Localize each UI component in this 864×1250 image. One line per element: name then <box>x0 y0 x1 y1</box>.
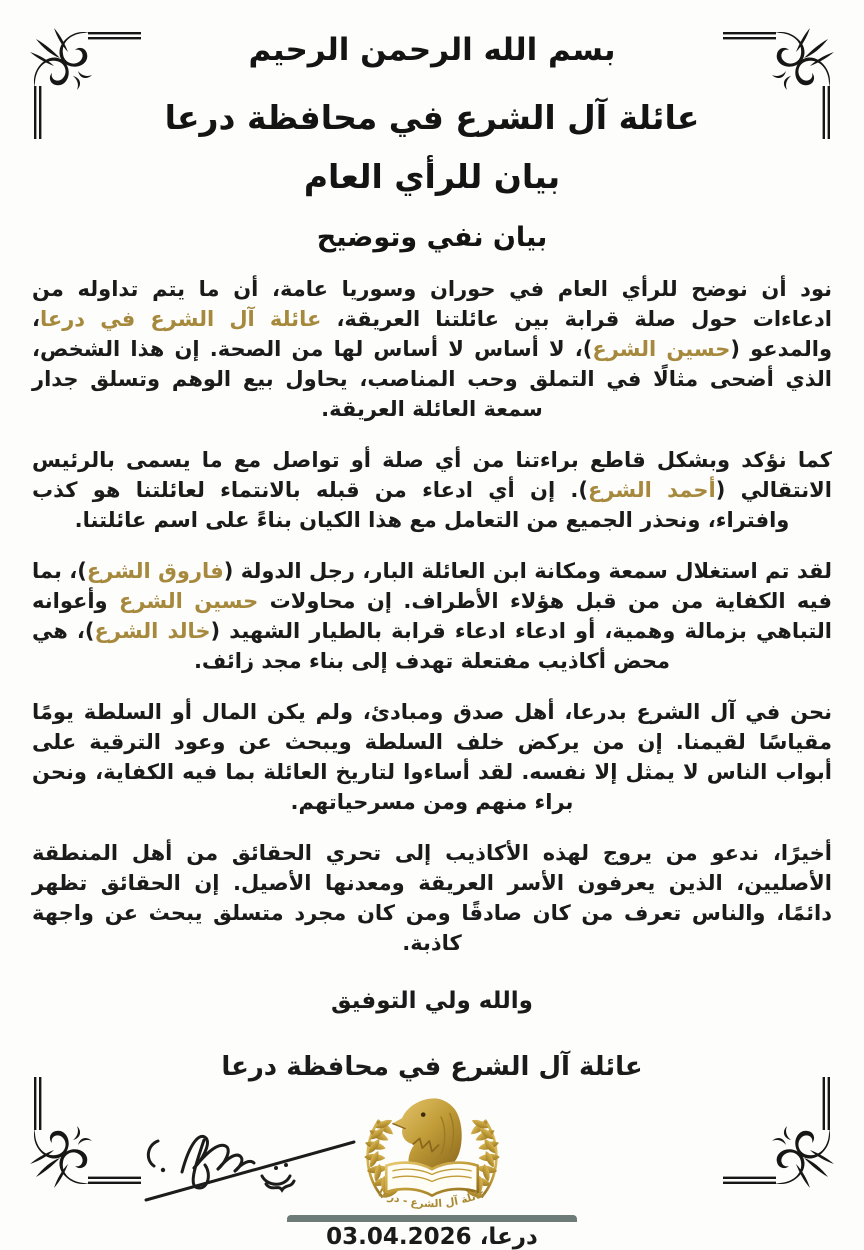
handwritten-signature <box>136 1108 402 1212</box>
body-text: نحن في آل الشرع بدرعا، أهل صدق ومبادئ، ولم يكن المال أو السلطة يومًا مقياسًا لقيمنا. إن من يركض خلف السلطة ويبحث عن وعود الترقية على أبواب الناس لا يمثل إلا نفسه. لقد أساءوا لتاريخ العائلة بما فيه الكفاية، ونحن براء منهم ومن مسرحياتهم. <box>32 700 832 815</box>
highlighted-name: خالد الشرع <box>94 619 211 644</box>
highlighted-name: فاروق الشرع <box>86 559 224 584</box>
body-text: لقد تم استغلال سمعة ومكانة ابن العائلة البار، رجل الدولة ( <box>223 559 832 584</box>
body-text: وأعوانه التباهي بزمالة وهمية، أو ادعاء ادعاء قرابة بالطيار الشهيد ( <box>32 589 832 644</box>
body-text: )، بما فيه الكفاية من من قبل هؤلاء الأطراف. إن محاولات <box>32 559 832 614</box>
eagle-icon <box>392 1099 461 1172</box>
body-text: ). إن أي ادعاء من قبله بالانتماء لعائلتنا هو كذب وافتراء، ونحذر الجميع من التعامل مع هذا الكيان بناءً على اسم عائلتنا. <box>32 478 790 533</box>
body-text: كما نؤكد وبشكل قاطع براءتنا من أي صلة أو تواصل مع ما يسمى بالرئيس الانتقالي ( <box>32 448 832 503</box>
body-text: )، هي محض أكاذيب مفتعلة تهدف إلى بناء مجد زائف. <box>32 619 671 674</box>
signatory-line: عائلة آل الشرع في محافظة درعا <box>221 1052 643 1083</box>
body-text: نود أن نوضح للرأي العام في حوران وسوريا عامة، أن ما يتم تداوله من ادعاءات حول صلة قرابة بين عائلتنا العريقة، <box>32 277 833 332</box>
body-text: أخيرًا، ندعو من يروج لهذه الأكاذيب إلى تحري الحقائق من أهل المنطقة الأصليين، الذين يعرفون الأسر العريقة ومعدنها الأصيل. إن الحقائق تظهر دائمًا، والناس تعرف من كان صادقًا ومن كان مجرد متسلق يبحث عن واجهة كاذبة. <box>32 841 832 956</box>
date-line: درعا، 03.04.2026 <box>326 1224 538 1250</box>
statement-paragraph <box>32 274 832 424</box>
statement-title: بيان للرأي العام <box>303 157 561 196</box>
statement-subtitle: بيان نفي وتوضيح <box>316 222 548 253</box>
highlighted-name: حسين الشرع <box>592 337 731 362</box>
statement-paragraph <box>32 556 832 676</box>
statement-paragraph <box>32 697 832 817</box>
statement-paragraph <box>32 445 832 535</box>
closing-phrase: والله ولي التوفيق <box>331 988 533 1015</box>
statement-body <box>32 274 832 958</box>
body-text: )، لا أساس لا أساس لها من الصحة. إن هذا الشخص، الذي أضحى مثالًا في التملق وحب المناصب، يحاول بيع الوهم وتسلق جدار سمعة العائلة العريقة. <box>32 337 832 422</box>
statement-paragraph <box>32 838 832 958</box>
highlighted-name: حسين الشرع <box>118 589 259 614</box>
bismillah-calligraphy: بسم الله الرحمن الرحيم <box>248 32 616 68</box>
highlighted-name: عائلة آل الشرع في درعا <box>39 307 322 332</box>
body-text: ، والمدعو ( <box>32 307 832 362</box>
bottom-edge-artifact <box>287 1215 577 1222</box>
highlighted-name: أحمد الشرع <box>588 478 716 503</box>
logo-caption: عائلة آل الشرع - درعا <box>376 1187 488 1211</box>
family-title: عائلة آل الشرع في محافظة درعا <box>164 98 700 137</box>
